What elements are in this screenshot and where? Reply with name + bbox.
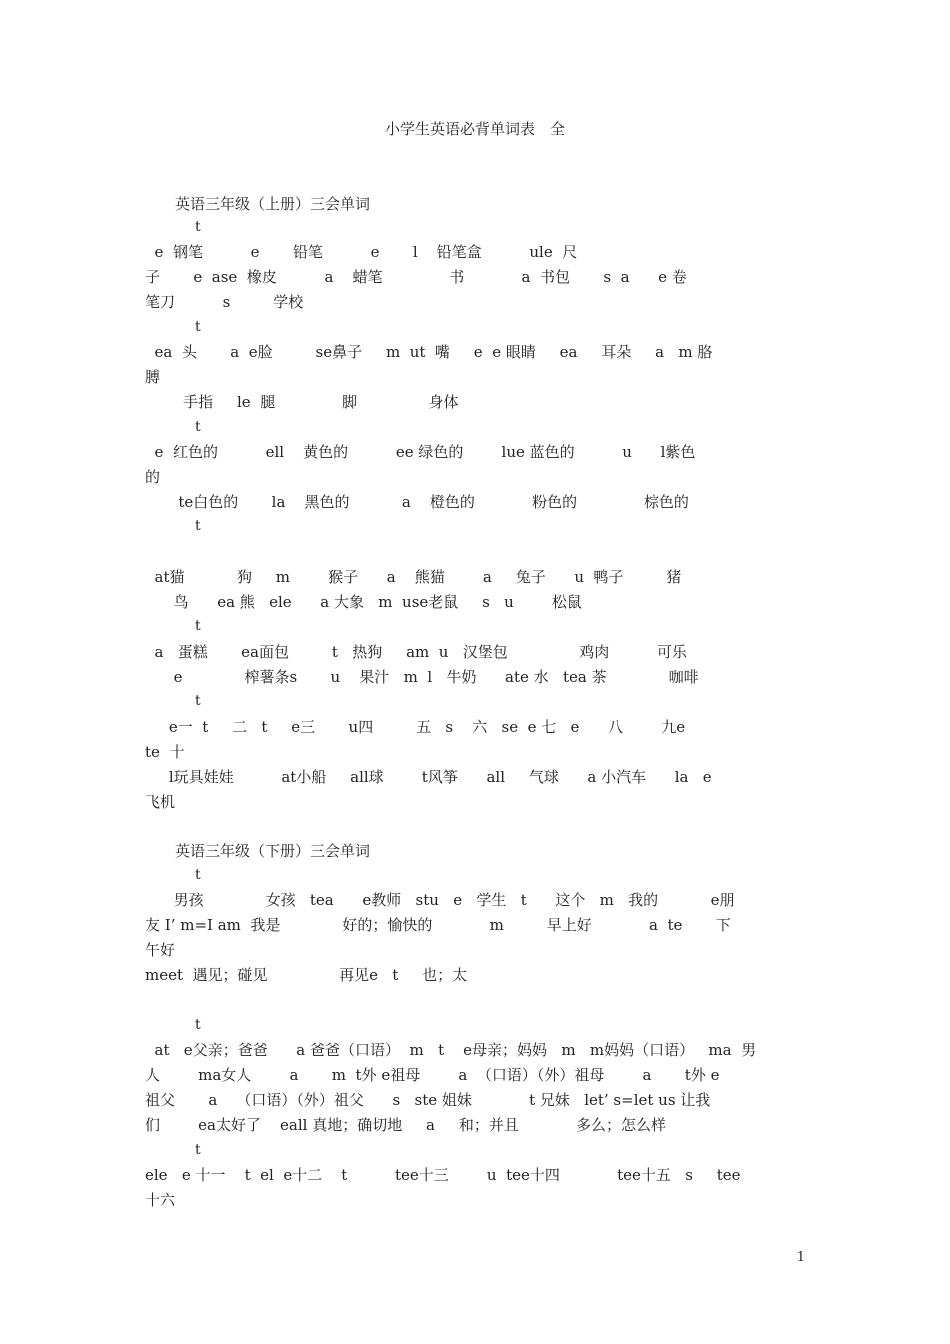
vocab-line: 人 ma女人 a m t外 e祖母 a （口语）（外）祖母 a t外 e	[145, 1066, 720, 1084]
vocab-line: meet 遇见；碰见 再见e t 也；太	[145, 966, 468, 984]
vocab-line: te 十	[145, 743, 185, 761]
vocab-line: 祖父 a （口语）（外）祖父 s ste 姐妹 t 兄妹 let’ s=let us 让我	[145, 1091, 711, 1109]
vocab-line: 鸟 ea 熊 ele a 大象 m use老鼠 s u 松鼠	[145, 593, 582, 611]
section-marker: t	[195, 419, 201, 435]
vocab-line: e 钢笔 e 铅笔 e l 铅笔盒 ule 尺	[145, 243, 578, 261]
section-marker: t	[195, 867, 201, 883]
section-marker: t	[195, 1142, 201, 1158]
vocab-line: a 蛋糕 ea面包 t 热狗 am u 汉堡包 鸡肉 可乐	[145, 643, 687, 661]
vocab-line: 手指 le 腿 脚 身体	[145, 393, 459, 411]
section-heading-grade3-vol1: 英语三年级（上册）三会单词	[175, 195, 371, 213]
vocab-line: 们 ea太好了 eall 真地；确切地 a 和；并且 多么；怎么样	[145, 1116, 667, 1134]
section-marker: t	[195, 618, 201, 634]
vocab-line: e一 t 二 t e三 u四 五 s 六 se e 七 e 八 九e	[145, 718, 686, 736]
vocab-line: ele e 十一 t el e十二 t tee十三 u tee十四 tee十五 s tee	[145, 1166, 741, 1184]
vocab-line: 十六	[145, 1191, 176, 1209]
section-marker: t	[195, 518, 201, 534]
vocab-line: 午好	[145, 941, 176, 959]
vocab-line: 男孩 女孩 tea e教师 stu e 学生 t 这个 m 我的 e朋	[145, 891, 735, 909]
vocab-line: ea 头 a e脸 se鼻子 m ut 嘴 e e 眼睛 ea 耳朵 a m 胳	[145, 343, 713, 361]
section-marker: t	[195, 319, 201, 335]
vocab-line: e 榨薯条s u 果汁 m l 牛奶 ate 水 tea 茶 咖啡	[145, 668, 699, 686]
vocab-line: at猫 狗 m 猴子 a 熊猫 a 兔子 u 鸭子 猪	[145, 568, 682, 586]
vocab-line: l玩具娃娃 at小船 all球 t风筝 all 气球 a 小汽车 la e	[145, 768, 712, 786]
section-heading-grade3-vol2: 英语三年级（下册）三会单词	[175, 842, 371, 860]
section-marker: t	[195, 219, 201, 235]
document-title: 小学生英语必背单词表 全	[384, 120, 565, 138]
vocab-line: 膊	[145, 368, 161, 386]
section-marker: t	[195, 693, 201, 709]
vocab-line: 飞机	[145, 793, 176, 811]
vocab-line: e 红色的 ell 黄色的 ee 绿色的 lue 蓝色的 u l紫色	[145, 443, 696, 461]
vocab-line: 的	[145, 468, 161, 486]
vocab-line: 友 I’ m=I am 我是 好的；愉快的 m 早上好 a te 下	[145, 916, 731, 934]
vocab-line: at e父亲；爸爸 a 爸爸（口语） m t e母亲；妈妈 m m妈妈（口语） ma 男	[145, 1041, 757, 1059]
section-marker: t	[195, 1017, 201, 1033]
vocab-line: te白色的 la 黑色的 a 橙色的 粉色的 棕色的	[145, 493, 689, 511]
vocab-line: 笔刀 s 学校	[145, 293, 304, 311]
vocab-line: 子 e ase 橡皮 a 蜡笔 书 a 书包 s a e 卷	[145, 268, 687, 286]
page-number: 1	[796, 1250, 805, 1265]
